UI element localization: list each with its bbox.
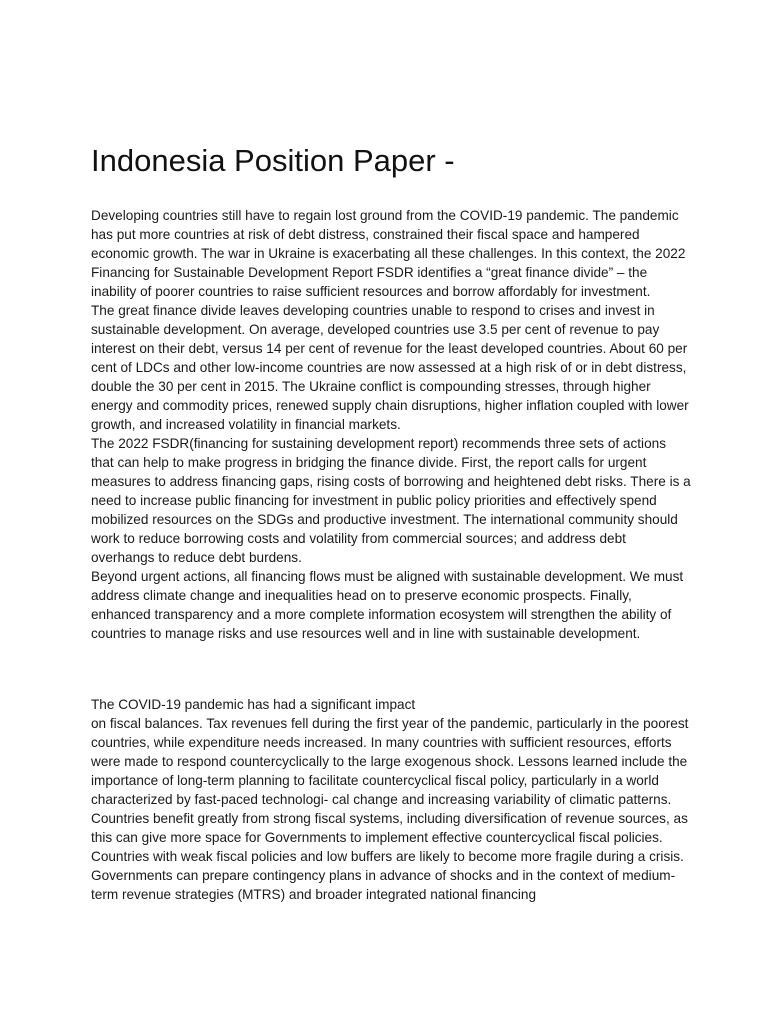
- paragraph: on fiscal balances. Tax revenues fell during the first year of the pandemic, particularly in the poorest countries, while expenditure needs increased. In many countries with sufficient resources, efforts were made to respond countercyclically to the large exogenous shock. Lessons learned include the importance of long-term planning to facilitate countercyclical fiscal policy, particularly in a world characterized by fast-paced technologi- cal change and increasing variability of climatic patterns.: [91, 716, 689, 807]
- paragraph: The 2022 FSDR(financing for sustaining development report) recommends three sets of actions that can help to make progress in bridging the finance divide. First, the report calls for urgent measures to address financing gaps, rising costs of borrowing and heightened debt risks. There is a need to increase public financing for investment in public policy priorities and effectively spend mobilized resources on the SDGs and productive investment. The international community should work to reduce borrowing costs and volatility from commercial sources; and address debt overhangs to reduce debt burdens.: [91, 436, 691, 565]
- paragraph: The great finance divide leaves developing countries unable to respond to crises and invest in sustainable development. On average, developed countries use 3.5 per cent of revenue to pay interest on their debt, versus 14 per cent of revenue for the least developed countries. About 60 per cent of LDCs and other low-income countries are now assessed at a high risk of or in debt distress, double the 30 per cent in 2015. The Ukraine conflict is compounding stresses, through higher energy and commodity prices, renewed supply chain disruptions, higher inflation coupled with lower growth, and increased volatility in financial markets.: [91, 303, 689, 432]
- document-title: Indonesia Position Paper -: [91, 143, 455, 178]
- paragraph: Developing countries still have to regain lost ground from the COVID-19 pandemic. The pandemic has put more countries at risk of debt distress, constrained their fiscal space and hampered economic growth. The war in Ukraine is exacerbating all these challenges. In this context, the 2022 Financing for Sustainable Development Report FSDR identifies a “great finance divide” – the inability of poorer countries to raise sufficient resources and borrow affordably for investment.: [91, 208, 686, 299]
- paragraph: Countries benefit greatly from strong fiscal systems, including diversification of revenue sources, as this can give more space for Governments to implement effective countercyclical fiscal policies. Countries with weak fiscal policies and low buffers are likely to become more fragile during a crisis. Governments can prepare contingency plans in advance of shocks and in the context of medium-term revenue strategies (MTRS) and broader integrated national financing: [91, 811, 688, 902]
- paragraph-lead: The COVID-19 pandemic has had a significant impact: [91, 697, 416, 712]
- paragraph: Beyond urgent actions, all financing flows must be aligned with sustainable development. We must address climate change and inequalities head on to preserve economic prospects. Finally, enhanced transparency and a more complete information ecosystem will strengthen the ability of countries to manage risks and use resources well and in line with sustainable development.: [91, 569, 684, 641]
- section-fiscal: [91, 695, 691, 904]
- section-intro: [91, 206, 691, 643]
